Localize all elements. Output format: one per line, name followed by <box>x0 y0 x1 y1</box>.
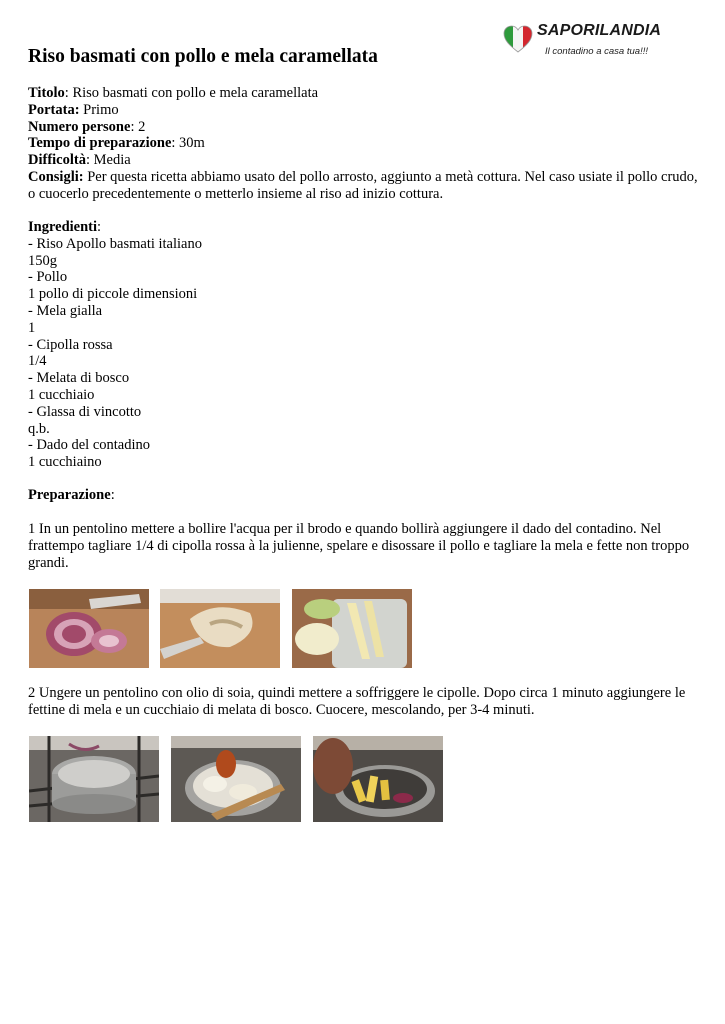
ingredient-qty: 1 pollo di piccole dimensioni <box>28 286 198 303</box>
photo-deboning-chicken <box>160 589 280 668</box>
meta-titolo <box>28 85 698 102</box>
preparation-step-1: 1 In un pentolino mettere a bollire l'acqua per il brodo e quando bollirà aggiungere il dado del contadino. Nel frattempo tagliare 1/4 di cipolla rossa à la julienne, spelare e disossare il pollo e tagliare la mela e fette non troppo grandi. <box>28 521 690 571</box>
ingredient-qty: 1 <box>28 319 36 336</box>
ingredient-qty: 1 cucchiaio <box>28 386 95 403</box>
ingredient-name: - Mela gialla <box>28 302 103 319</box>
meta-label: Portata: <box>28 101 80 118</box>
recipe-title: Riso basmati con pollo e mela caramellata <box>28 46 378 67</box>
saporilandia-logo <box>503 22 673 62</box>
preparation-label: Preparazione <box>28 487 111 503</box>
meta-value: : Riso basmati con pollo e mela caramellata <box>64 85 319 101</box>
meta-portata <box>28 102 698 119</box>
photo-pot-on-stove <box>29 736 159 822</box>
meta-value: Per questa ricetta abbiamo usato del pollo arrosto, aggiunto a metà cottura. Nel caso usiate il pollo crudo, o cuocerlo precedentemente o metterlo insieme al riso ad inizio cottura. <box>28 168 698 202</box>
logo-name: SAPORILANDIA <box>537 22 662 39</box>
ingredient-name: - Pollo <box>28 269 68 286</box>
meta-numero-persone <box>28 119 698 136</box>
ingredient-name: - Riso Apollo basmati italiano <box>28 235 202 252</box>
meta-value: : 30m <box>171 135 205 152</box>
photo-stirring-pan <box>313 736 443 822</box>
ingredient-qty: 150g <box>28 252 57 269</box>
ingredient-name: - Melata di bosco <box>28 370 130 387</box>
preparation-step-2: 2 Ungere un pentolino con olio di soia, quindi mettere a soffriggere le cipolle. Dopo circa 1 minuto aggiungere le fettine di mela e un cucchiaio di melata di bosco. Cuocere, mescolando, per 3-4 minuti. <box>28 685 686 718</box>
italian-heart-icon <box>503 24 533 54</box>
logo-tagline: Il contadino a casa tua!!! <box>545 46 648 57</box>
ingredients-label: Ingredienti <box>28 219 98 235</box>
ingredient-name: - Glassa di vincotto <box>28 403 142 420</box>
ingredients-colon: : <box>97 219 102 235</box>
meta-label: Numero persone <box>28 118 131 135</box>
ingredient-qty: 1/4 <box>28 353 47 370</box>
ingredient-qty: q.b. <box>28 420 50 437</box>
meta-label: Titolo <box>28 85 65 101</box>
ingredients-section <box>28 219 698 471</box>
ingredient-name: - Cipolla rossa <box>28 336 113 353</box>
meta-value: Primo <box>79 101 119 118</box>
meta-value: : Media <box>85 152 131 169</box>
preparation-heading <box>28 487 698 504</box>
meta-value: : 2 <box>130 118 146 135</box>
ingredients-heading <box>28 219 698 236</box>
preparation-colon: : <box>110 487 115 503</box>
ingredient-qty: 1 cucchiaino <box>28 454 102 471</box>
meta-consigli <box>28 169 698 203</box>
meta-label: Consigli: <box>28 168 84 185</box>
ingredient-name: - Dado del contadino <box>28 437 151 454</box>
photo-adding-honey <box>171 736 301 822</box>
meta-label: Tempo di preparazione <box>28 135 172 152</box>
meta-label: Difficoltà <box>28 152 86 169</box>
recipe-meta <box>28 85 698 203</box>
photo-cutting-onion <box>29 589 149 668</box>
meta-tempo <box>28 135 698 152</box>
photo-slicing-apple <box>292 589 412 668</box>
meta-difficolta <box>28 152 698 169</box>
